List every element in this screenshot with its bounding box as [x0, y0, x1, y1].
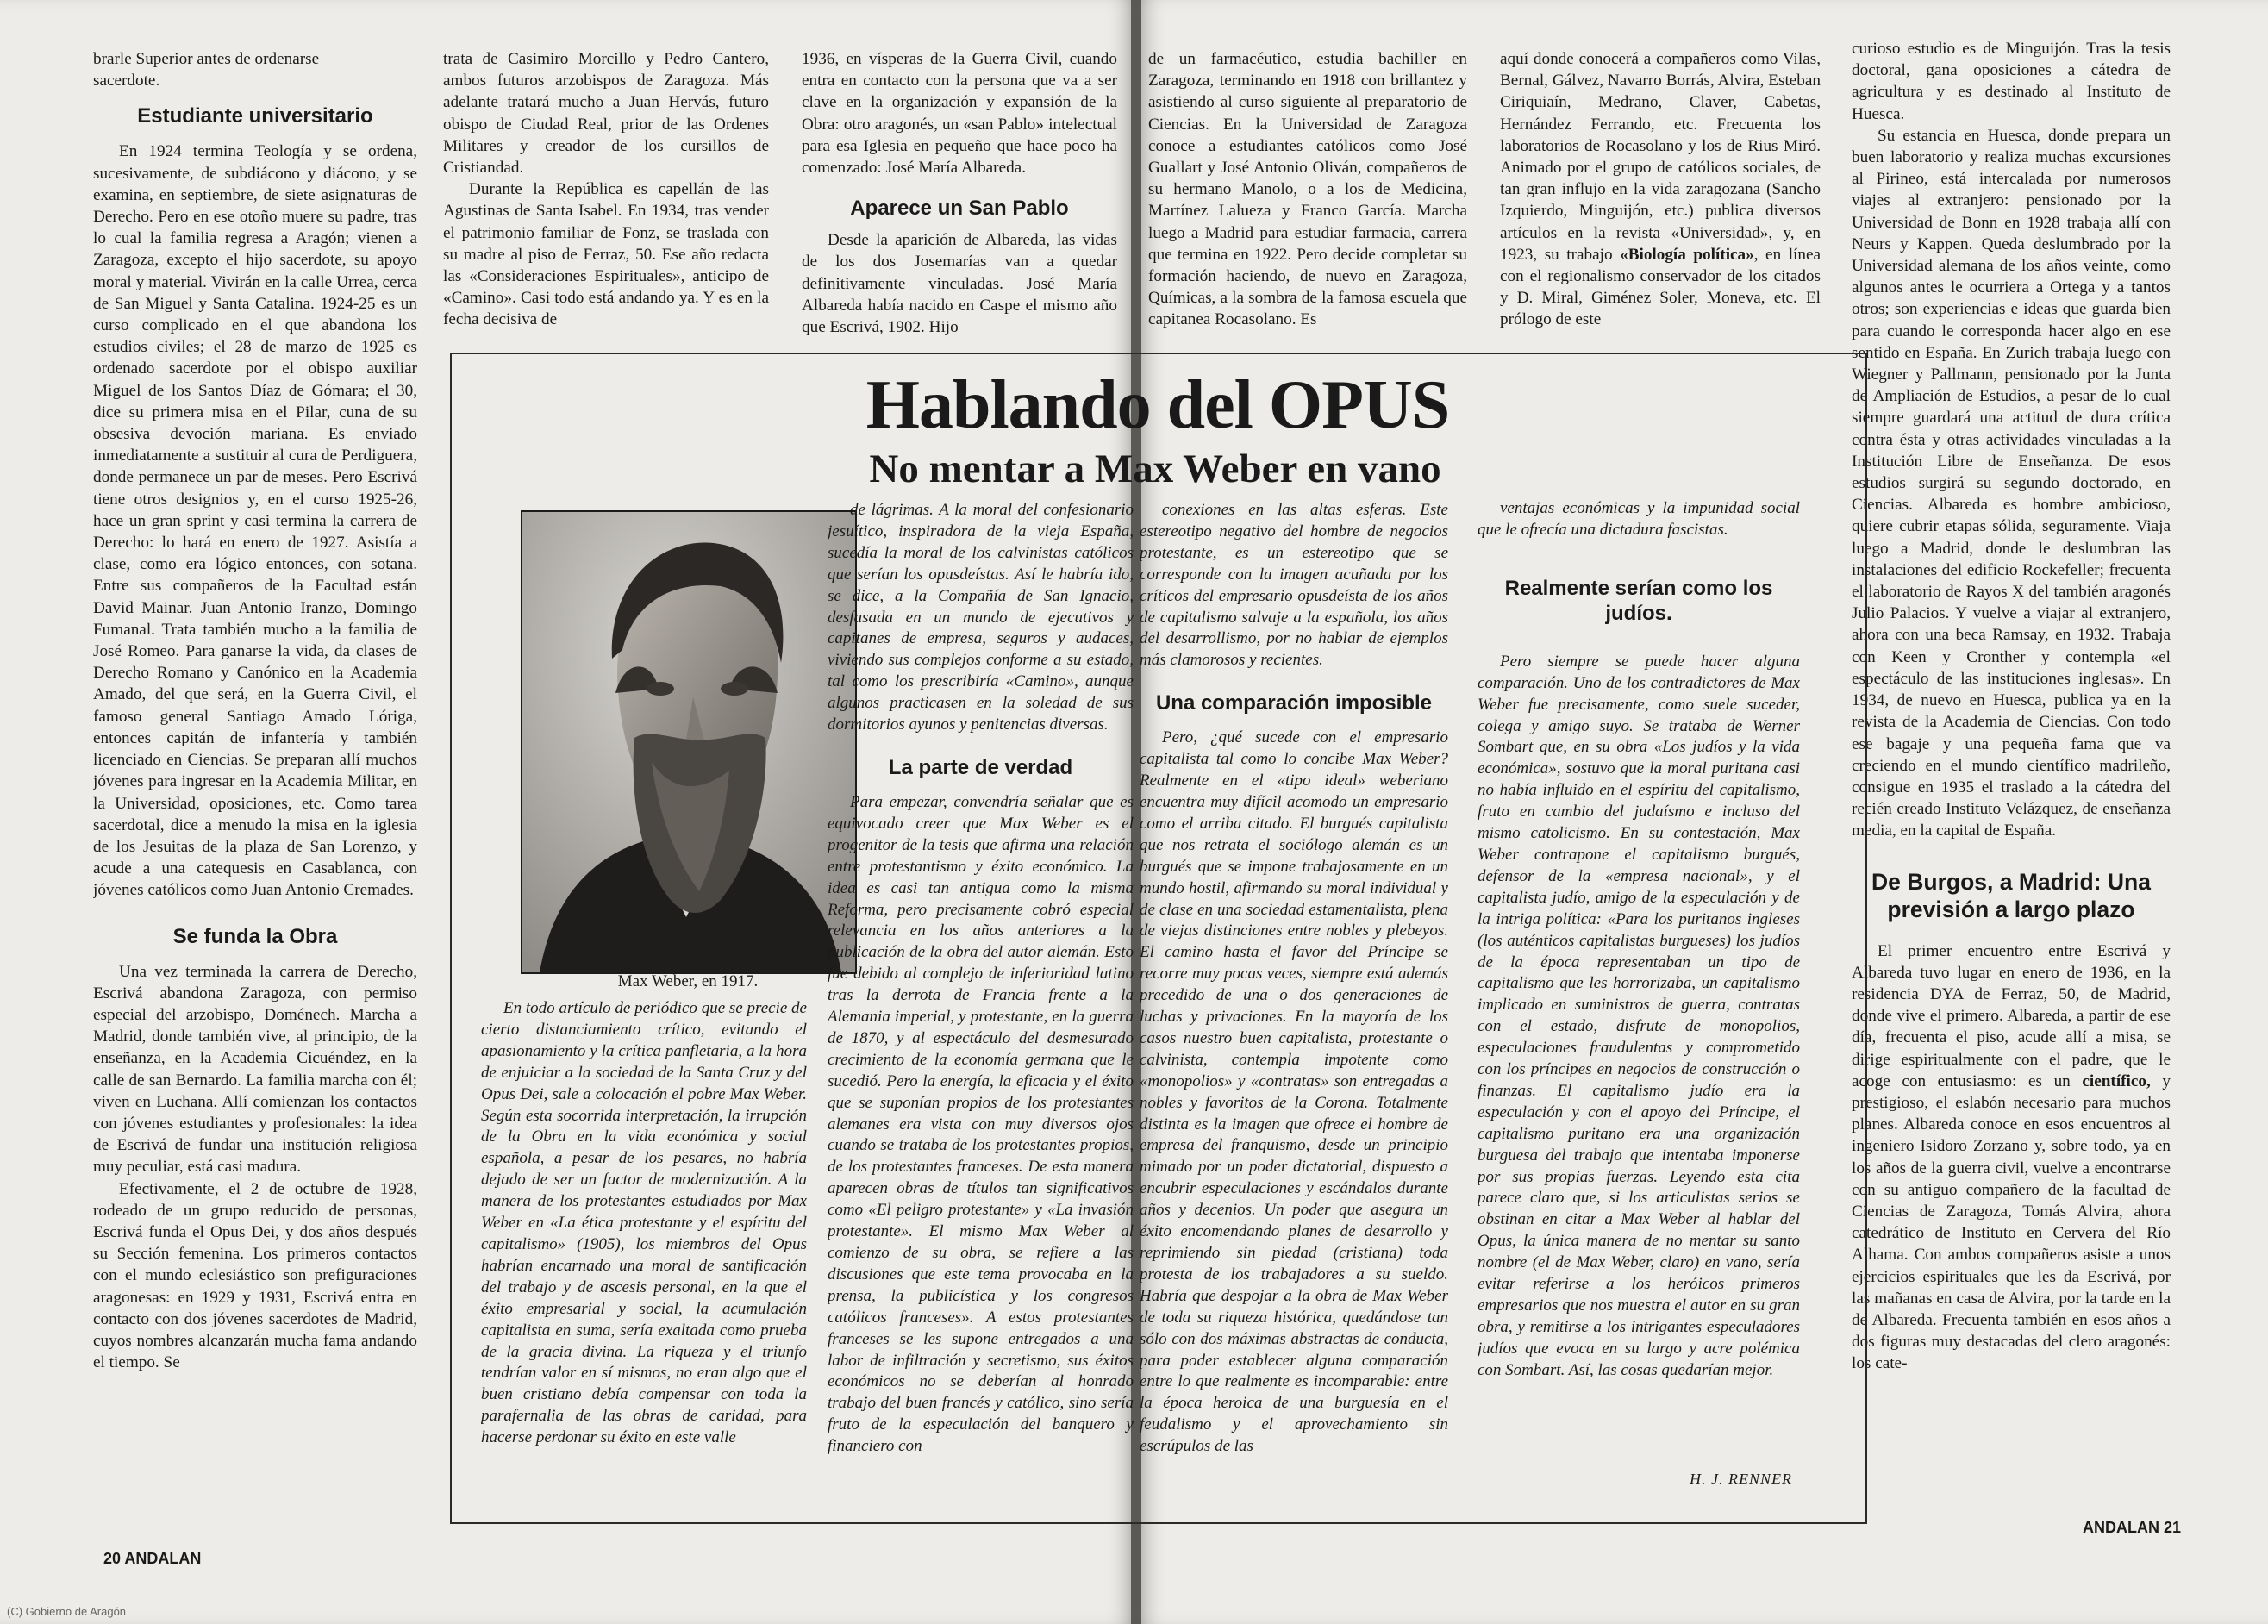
photo-caption: Max Weber, en 1917. — [617, 972, 759, 990]
right-column-3 — [1852, 38, 2171, 1538]
text-fragment: brarle Superior antes de ordenarse — [93, 50, 320, 68]
page-number-right: ANDALAN 21 — [2083, 1519, 2182, 1536]
paragraph: de un farmacéutico, estudia bachiller en Zaragoza, terminando en 1918 con brillantez y asistiendo al curso siguiente al preparatorio de Ciencias. En la Universidad de Zaragoza conoce a estudiantes católicos como José Guallart y José Antonio Oliván, compañeros de su hermano Manolo, o a los de Medicina, Martínez Lalueza y Franco García. Marcha luego a Madrid para estudiar farmacia, carrera que termina en 1922. Pero decide completar su formación haciendo, de nuevo en Zaragoza, Químicas, a la sombra de la famosa escuela que capitanea Rocasolano. Es — [1148, 50, 1467, 329]
paragraph: trata de Casimiro Morcillo y Pedro Cantero, ambos futuros arzobispos de Zaragoza. Más adelante tratará mucho a Juan Hervás, futuro obispo de Ciudad Real, prior de las Ordenes Militares y creador de los cursillos de Cristiandad. — [443, 50, 769, 178]
paragraph: Desde la aparición de Albareda, las vidas de los dos Josemarías van a quedar definitivamente vinculadas. José María Albareda había nacido en Caspe el mismo año que Escrivá, 1902. Hijo — [802, 231, 1117, 337]
paragraph: 1936, en vísperas de la Guerra Civil, cuando entra en contacto con la persona que va a ser clave en la organización y expansión de la Obra: otro aragonés, un «san Pablo» intelectual para esa Iglesia en pequeño que hace poco ha comenzado: José María Albareda. — [802, 50, 1117, 178]
paragraph: conexiones en las altas esferas. Este estereotipo negativo del hombre de negocios protestante, es un estereotipo que se corresponde con la imagen acuñada por los críticos del empresario opusdeísta de los años de capitalismo salvaje a la española, los años del desarrollismo, por no hablar de ejemplos más clamorosos y recientes. — [1140, 501, 1448, 670]
right-column-2 — [1500, 48, 1821, 350]
section-heading: Se funda la Obra — [172, 924, 338, 948]
feature-subheadline: No mentar a Max Weber en vano — [869, 447, 1441, 491]
text-run: y prestigioso, el eslabón necesario para muchos planes. Albareda conoce en esos encuentros al ingeniero Isidoro Zorzano y, sobre todo, ya en los años de la guerra civil, vuelve a encontrarse con su antiguo compañero de la facultad de Ciencias de Zaragoza, Tomás Alvira, ahora catedrático de Instituto en Cervera del Río Alhama. Con ambos compañeros asiste a unos ejercicios espirituales que les da Escrivá, por las mañanas en casa de Alvira, por la tarde en la de Albareda. Frecuenta también en esos años a dos figuras muy destacadas del clero aragonés: los cate- — [1852, 1071, 2171, 1373]
section-heading: Realmente serían como los judíos. — [1504, 576, 1773, 625]
text-run: , en línea con el regionalismo conservador de los citados y D. Miral, Giménez Soler, Moneva, etc. El prólogo de este — [1500, 245, 1821, 329]
section-heading: Estudiante universitario — [137, 104, 373, 128]
right-column-1 — [1148, 48, 1467, 350]
paragraph: Pero siempre se puede hacer alguna comparación. Uno de los contradictores de Max Weber fue precisamente, como suele suceder, colega y amigo suyo. Se trataba de Werner Sombart que, en su obra «Los judíos y la vida económica», sostuvo que la moral puritana casi no había influido en el espíritu del capitalismo, fruto en cambio del judaísmo e incluso del mismo catolicismo. En su contestación, Max Weber contrapone el capitalismo burgués, defensor de la «empresa nacional», y el capitalista judío, amigo de la especulación y de la intriga política: «Para los puritanos ingleses (los auténticos capitalistas burgueses) los judíos de la época representaban un tipo de capitalismo que les horrorizaba, un capitalismo implicado en suministros de guerra, contratas con el estado, disfrute de monopolios, especulaciones fraudulentas y comprometido con los príncipes en negocios de construcción o finanzas. El capitalismo judío era la especulación y con el apoyo del Príncipe, el capitalismo puritano era una organización burguesa del trabajo que intentaba imponerse por sus propias fuerzas. Leyendo esta cita parece claro que, si los articulistas serios se obstinan en citar a Max Weber al hablar del Opus, la única manera de no mentar su santo nombre (el de Max Weber, claro) en vano, sería evitar referirse a los heróicos primeros empresarios que nos muestra el autor en su gran obra, y remitirse a los intrigantes especuladores judíos que evoca en su largo y acre polémica con Sombart. Así, las cosas quedarían mejor. — [1478, 652, 1800, 1379]
author-signature: H. J. RENNER — [1690, 1471, 1792, 1488]
left-column-2 — [443, 48, 769, 350]
page-number-left: 20 ANDALAN — [103, 1550, 202, 1567]
paragraph: Durante la República es capellán de las Agustinas de Santa Isabel. En 1934, tras vender el patrimonio familiar de Fonz, se traslada con su madre al piso de Ferraz, 50. Ese año redacta las «Consideraciones Espirituales», anticipo de «Camino». Casi todo está andando ya. Y es en la fecha decisiva de — [443, 180, 769, 329]
text-run: aquí donde conocerá a compañeros como Vilas, Bernal, Gálvez, Navarro Borrás, Alvira, Esteban Ciriquiaín, Medrano, Claver, Cabetas, Hernández Ferrando, etc. Frecuenta los laboratorios de Rocasolano y los de Rius Miró. Animado por el grupo de católicos sociales, de tan gran influjo en la vida zaragozana (Sancho Izquierdo, Minguijón, etc.) publica diversos artículos en la revista «Universidad», y, en 1923, su trabajo — [1500, 50, 1821, 264]
text-run: El primer encuentro entre Escrivá y Albareda tuvo lugar en enero de 1936, en la residencia DYA de Ferraz, 50, de Madrid, donde vive el primero. Albareda, a partir de ese día, frecuenta el piso, acude allí a misa, se dirige espiritualmente con el padre, que le acoge con entusiasmo: es un — [1852, 941, 2171, 1090]
left-column-1 — [93, 48, 417, 1544]
section-heading: La parte de verdad — [888, 755, 1073, 779]
paragraph — [1500, 48, 1821, 331]
bold-text-run: «Biología política» — [1620, 245, 1754, 264]
paragraph — [1852, 940, 2171, 1375]
left-column-3 — [802, 48, 1117, 350]
section-heading: Una comparación imposible — [1155, 691, 1433, 715]
paragraph: curioso estudio es de Minguijón. Tras la tesis doctoral, gana oposiciones a cátedra de agricultura y es destinado al Instituto de Huesca. — [1852, 40, 2171, 123]
feature-column-under-photo — [481, 998, 807, 1515]
paragraph: Efectivamente, el 2 de octubre de 1928, rodeado de un grupo reducido de personas, Escrivá funda el Opus Dei, y dos años después su Sección femenina. Los primeros contactos con el mundo eclesiástico son prefiguraciones aragonesas: en 1929 y 1931, Escrivá entra en contacto con dos jóvenes sacerdotes de Madrid, cuyos nombres alcanzarán mucha fama andando el tiempo. Se — [93, 1179, 417, 1372]
portrait-photo — [521, 510, 857, 974]
feature-headline: Hablando del OPUS — [865, 367, 1450, 443]
paragraph: Para empezar, convendría señalar que es equivocado creer que Max Weber es el progenitor de la tesis que afirma una relación entre protestantismo y éxito económico. La idea es casi tan antigua como la misma Reforma, pero precisamente cobró especial relevancia en los años anteriores a la publicación de la obra del autor alemán. Esto fue debido al complejo de inferioridad latino tras la derrota de Francia frente a la Alemania imperial, y protestante, en la guerra de 1870, y al espectáculo del desmesurado crecimiento de la economía germana que le sucedió. Pero la energía, la eficacia y el éxito que se suponían propios de los protestantes alemanes era vista con muy diversos ojos cuando se trataba de los protestantes propios, de los protestantes franceses. De esta manera aparecen obras de títulos tan significativos como «El peligro protestante» y «La invasión protestante». El mismo Max Weber al comienzo de su obra, se refiere a las discusiones que este tema provocaba en la prensa, la publicística y los congresos católicos franceses». A estos protestantes franceses se les supone entregados a una labor de infiltración y secretismo, sus éxitos económicos no se deberían al honrado trabajo del buen francés y católico, sino sería fruto de la especulación del banquero y financiero con — [828, 792, 1134, 1456]
bold-text-run: científico, — [2082, 1071, 2151, 1090]
copyright-credit: (C) Gobierno de Aragón — [7, 1605, 127, 1618]
paragraph: Pero, ¿qué sucede con el empresario capitalista tal como lo concibe Max Weber? Realmente en el «tipo ideal» weberiano encuentra muy difícil acomodo un empresario como el arriba citado. El burgués capitalista que nos retrata el sociólogo alemán es un burgués que se impone trabajosamente en un mundo hostil, afirmando su moral individual y de clase en una sociedad estamentalista, plena de viejas distinciones entre nobles y plebeyos. El camino hasta el favor del Príncipe se recorre muy pocas veces, siempre está además precedido de una o dos generaciones de luchas y privaciones. En la mayoría de los casos nuestro buen capitalista, protestante o calvinista, contempla impotente como «monopolios» y «contratas» son entregadas a nobles y favoritos de la Corona. Totalmente distinta es la imagen que ofrece el hombre de empresa del franquismo, desde un principio mimado por un poder dictatorial, dispuesto a encubrir especulaciones y escándalos durante años y decenios. Un poder que asegura un éxito encomendando planes de desarrollo y reprimiendo sin piedad (cristiana) toda protesta de los trabajadores a su sueldo. Habría que despojar a la obra de Max Weber de toda su riqueza histórica, quedándose tan sólo con dos máximas abstractas de conducta, para poder establecer alguna comparación entre lo que realmente es incomparable: entre la época heroica de una burguesía en el feudalismo y el aprovechamiento sin escrúpulos de las — [1140, 728, 1448, 1456]
paragraph: Su estancia en Huesca, donde prepara un buen laboratorio y realiza muchas excursiones al Pirineo, está intercalada por numerosos viajes al extranjero: pensionado por la Universidad de Bonn en 1928 trabaja allí con Neurs y Kappen. Queda deslumbrado por la Universidad alemana de los años veinte, como algunos antes le ocurriera a Ortega y a tantos otros; son experiencias e ideas que guarda bien para cuando le corresponda hacer algo en ese sentido en España. En Zurich trabaja luego con Wiegner y Pallmann, pensionado por la Junta de Ampliación de Estudios, a pesar de lo cual siempre guardará una actitud de dura crítica contra ésta y otras actividades vinculadas a la Institución Libre de Enseñanza. De esos estudios surgirá su segundo doctorado, en Ciencias. Albareda es hombre ambicioso, quiere cubrir etapas sólida, seguramente. Viaja luego a Madrid, donde le deslumbran las instalaciones del edificio Rockefeller; frecuenta el laboratorio de Rayos X del también aragonés Julio Palacios. Y vuelve a viajar al extranjero, ahora con una beca Ramsay, en 1932. Trabaja con Keen y Cronther y contempla «el espectáculo de las instituciones inglesas». En 1934, de nuevo en Huesca, publica ya en la revista de la Academia de Ciencias. Con todo ese bagaje y una pequeña fama que va creciendo en el mundo científico madrileño, consigue en 1935 el traslado a la cátedra del recién creado Instituto Velázquez, de enseñanza media, en la capital de España. — [1852, 126, 2171, 840]
feature-column-c — [1478, 498, 1800, 1464]
feature-column-b — [1140, 500, 1448, 1517]
paragraph: En 1924 termina Teología y se ordena, sucesivamente, de subdiácono y diácono, y se examina, en septiembre, de siete asignaturas de Derecho. Pero en ese otoño muere su padre, tras lo cual la familia regresa a Aragón; vienen a Zaragoza, excepto el hijo sacerdote, su apoyo moral y material. Vivirán en la calle Urrea, cerca de San Miguel y Santa Catalina. 1924-25 es un curso complicado en el que abandona los estudios civiles; el 28 de marzo de 1925 es ordenado sacerdote por el obispo auxiliar Miguel de los Santos Díaz de Gómara; el 30, dice su primera misa en el Pilar, cuna de su obsesiva devoción mariana. Es enviado inmediatamente a sustituir al cura de Perdiguera, donde permanece un par de meses. Pero Escrivá tiene otros designios y, en el curso 1925-26, hace un gran sprint y casi termina la carrera de Derecho: lo hará en enero de 1927. Asistía a clase, como era lógico entonces, con sotana. Entre sus compañeros de la Facultad están David Mainar. Juan Antonio Iranzo, Domingo Fumanal. Trata también mucho a la familia de José Romeo. Para ganarse la vida, da clases de Derecho Romano y Canónico en la Academia Amado, del que será, en la Guerra Civil, el famoso general Santiago Amado Lóriga, entonces capitán de infantería y también licenciado en Ciencias. Se preparan allí muchos jóvenes para ingresar en la Academia Militar, en la Universidad, oposiciones, etc. Como tarea sacerdotal, dice a menudo la misa en la iglesia de los Jesuitas de la plaza de San Lorenzo, y acude a una catequesis en Casablanca, con jóvenes católicos como Juan Antonio Cremades. — [93, 142, 417, 900]
text-fragment: sacerdote. — [93, 72, 160, 91]
paragraph: ventajas económicas y la impunidad social que le ofrecía una dictadura fascistas. — [1478, 499, 1800, 539]
paragraph: Una vez terminada la carrera de Derecho, Escrivá abandona Zaragoza, con permiso especial del arzobispo, Doménech. Marcha a Madrid, donde también vive, al principio, de la enseñanza, en la Academia Cicuéndez, en la calle de san Bernardo. La familia marcha con él; viven en Luchana. Allí comienzan los contactos con jóvenes estudiantes y profesionales: la idea de Escrivá de fundar una institución religiosa muy peculiar, está casi madura. — [93, 962, 417, 1177]
paragraph: En todo artículo de periódico que se precie de cierto distanciamiento crítico, evitando el apasionamiento y la crítica panfletaria, a la hora de enjuiciar a la sociedad de la Santa Cruz y del Opus Dei, sale a colocación el pobre Max Weber. Según esta socorrida interpretación, la irrupción de la Obra en la vida económica y social española, a pesar de los pesares, no habría dejado de ser un factor de modernización. A la manera de los protestantes estudiados por Max Weber en «La ética protestante y el espíritu del capitalismo» (1905), los miembros del Opus habrían encarnado una moral de santificación del trabajo y de ascesis personal, en la que el éxito empresarial y social, la acumulación capitalista en suma, sería exaltada como prueba de la gracia divina. La riqueza y el triunfo tendrían valor en sí mismos, no eran algo que el buen cristiano debía compensar con toda la parafernalia de las obras de caridad, para hacerse perdonar su éxito en este valle — [481, 999, 807, 1447]
section-heading: Aparece un San Pablo — [850, 197, 1069, 221]
paragraph: de lágrimas. A la moral del confesionario jesuítico, inspiradora de la vieja España, sucedía la moral de los calvinistas católicos que serían los opusdeístas. Así le habría ido, se dice, a la Compañía de San Ignacio, desfasada en un mundo de ejecutivos y capitanes de empresa, seguros y audaces, viviendo sus complejos conforme a su estado, tal como los prescribiría «Camino», aunque algunos practicasen en la soledad de sus dormitorios ayunos y penitencias diversas. — [828, 501, 1134, 734]
section-heading: De Burgos, a Madrid: Una previsión a largo plazo — [1871, 868, 2151, 922]
feature-column-a — [828, 500, 1134, 1517]
portrait-illustration — [522, 512, 855, 972]
